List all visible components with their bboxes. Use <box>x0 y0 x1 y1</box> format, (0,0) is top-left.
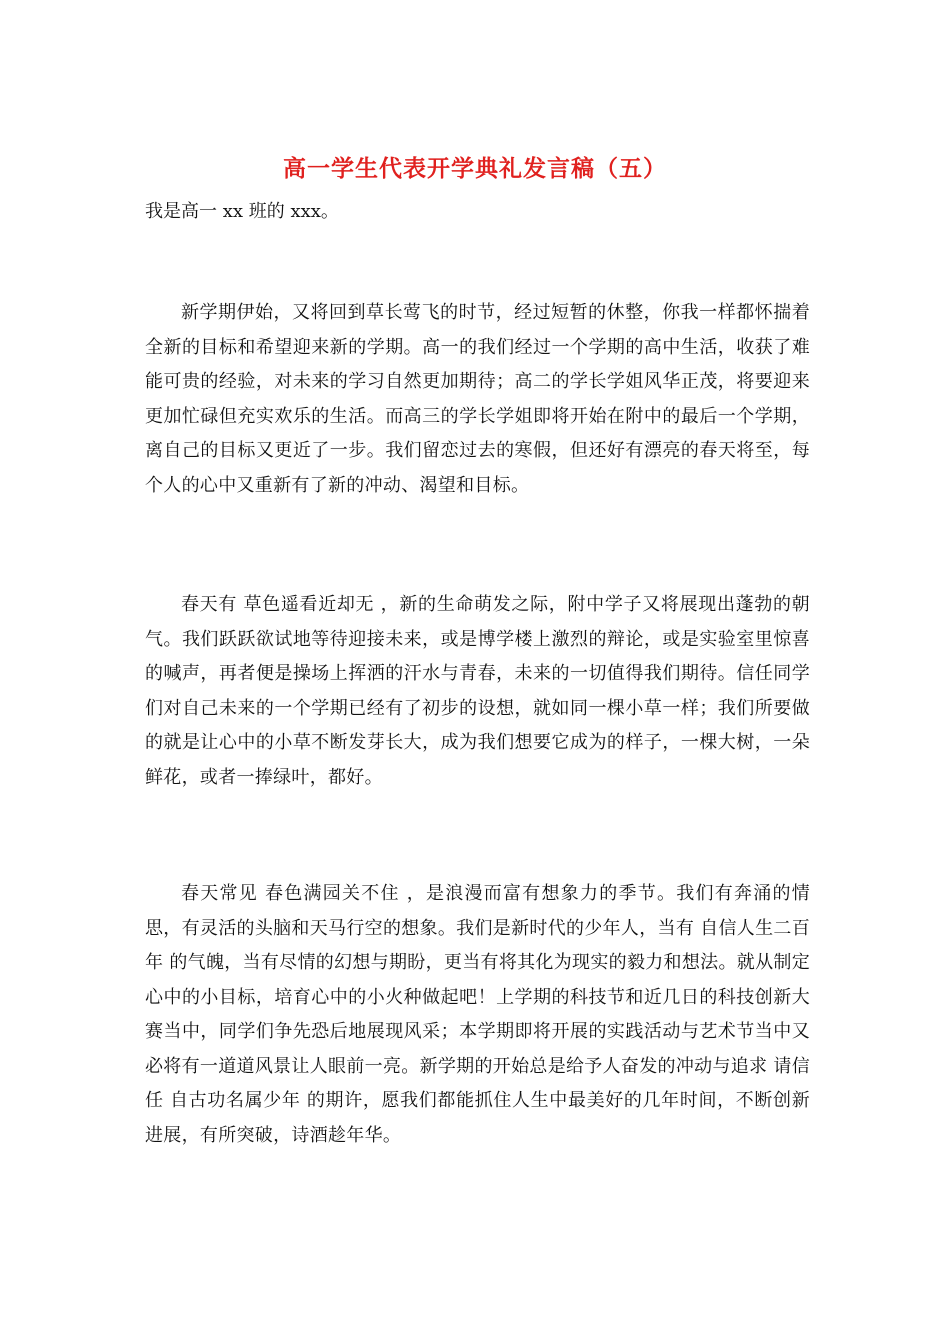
intro-line: 我是高一 xx 班的 xxx。 <box>145 201 339 222</box>
paragraph-2: 春天有 草色遥看近却无 ，新的生命萌发之际，附中学子又将展现出蓬勃的朝气。我们跃跃欲试地等待迎接未来，或是博学楼上激烈的辩论，或是实验室里惊喜的喊声，再者便是操场上挥洒的汗水与青春，未来的一切值得我们期待。信任同学们对自己未来的一个学期已经有了初步的设想，就如同一棵小草一样；我们所要做的就是让心中的小草不断发芽长大，成为我们想要它成为的样子，一棵大树，一朵鲜花，或者一捧绿叶，都好。 <box>145 594 810 788</box>
paragraph-3: 春天常见 春色满园关不住 ，是浪漫而富有想象力的季节。我们有奔涌的情思，有灵活的头脑和天马行空的想象。我们是新时代的少年人，当有 自信人生二百年 的气魄，当有尽情的幻想与期盼，更当有将其化为现实的毅力和想法。就从制定心中的小目标，培育心中的小火种做起吧！上学期的科技节和近几日的科技创新大赛当中，同学们争先恐后地展现风采；本学期即将开展的实践活动与艺术节当中又必将有一道道风景让人眼前一亮。新学期的开始总是给予人奋发的冲动与追求 请信任 自古功名属少年 的期许，愿我们都能抓住人生中最美好的几年时间，不断创新进展，有所突破，诗酒趁年华。 <box>145 883 810 1146</box>
paragraph-1: 新学期伊始，又将回到草长莺飞的时节，经过短暂的休整，你我一样都怀揣着全新的目标和希望迎来新的学期。高一的我们经过一个学期的高中生活，收获了难能可贵的经验，对未来的学习自然更加期待；高二的学长学姐风华正茂，将要迎来更加忙碌但充实欢乐的生活。而高三的学长学姐即将开始在附中的最后一个学期，离自己的目标又更近了一步。我们留恋过去的寒假，但还好有漂亮的春天将至，每个人的心中又重新有了新的冲动、渴望和目标。 <box>145 302 810 496</box>
document-title: 高一学生代表开学典礼发言稿（五） <box>283 155 667 182</box>
